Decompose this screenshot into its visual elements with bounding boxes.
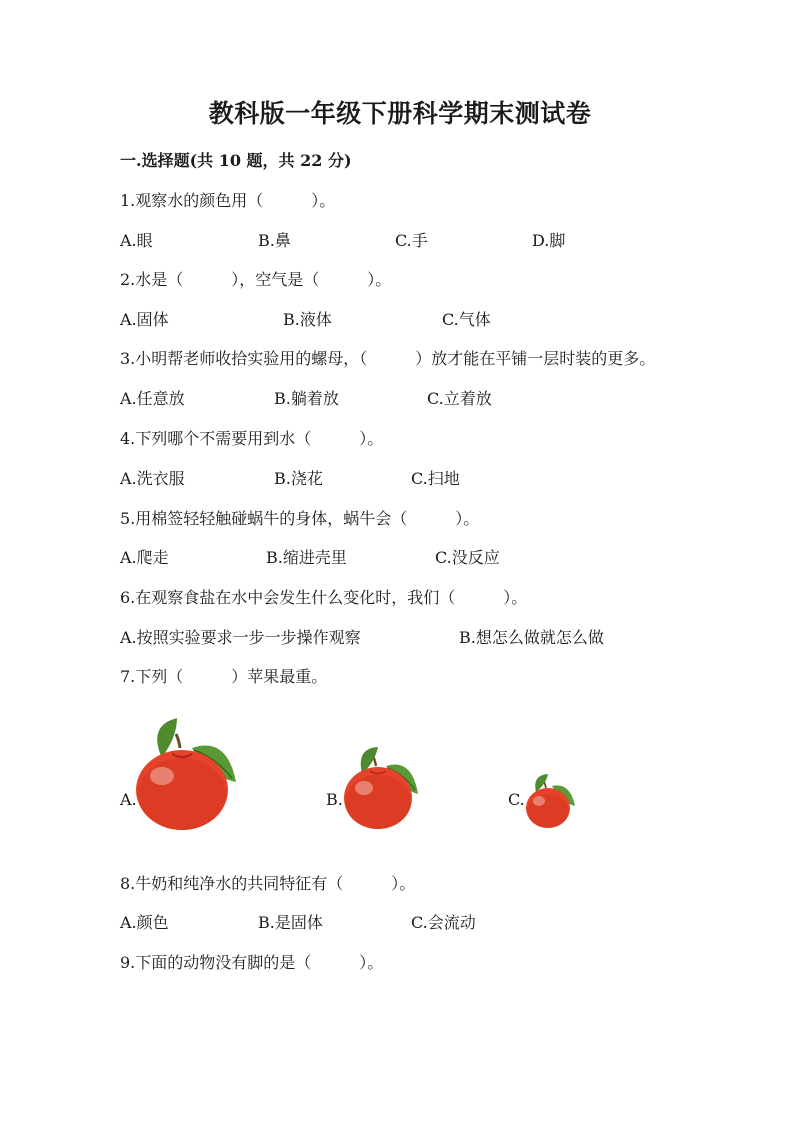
section-heading: 一.选择题(共 10 题，共 22 分): [120, 151, 352, 170]
q3-option-b[interactable]: B.躺着放: [274, 389, 339, 408]
large-apple-image: [132, 718, 242, 833]
q2-option-c[interactable]: C.气体: [442, 310, 491, 329]
question-8: 8.牛奶和纯净水的共同特征有（ ）。: [120, 874, 416, 893]
question-2: 2.水是（ ），空气是（ ）。: [120, 270, 392, 289]
q4-option-a[interactable]: A.洗衣服: [120, 469, 185, 488]
q3-option-a[interactable]: A.任意放: [120, 389, 185, 408]
question-1: 1.观察水的颜色用（ ）。: [120, 191, 336, 210]
q6-option-a[interactable]: A.按照实验要求一步一步操作观察: [120, 628, 361, 647]
q3-option-c[interactable]: C.立着放: [427, 389, 492, 408]
q5-option-c[interactable]: C.没反应: [435, 548, 500, 567]
q2-option-b[interactable]: B.液体: [283, 310, 332, 329]
question-9: 9.下面的动物没有脚的是（ ）。: [120, 953, 384, 972]
question-4: 4.下列哪个不需要用到水（ ）。: [120, 429, 384, 448]
medium-apple-image: [340, 744, 424, 832]
q2-option-a[interactable]: A.固体: [120, 310, 169, 329]
q7-option-b[interactable]: B.: [326, 790, 343, 809]
page-title: 教科版一年级下册科学期末测试卷: [208, 99, 592, 128]
q7-option-c[interactable]: C.: [508, 790, 525, 809]
q1-option-d[interactable]: D.脚: [532, 231, 566, 250]
question-6: 6.在观察食盐在水中会发生什么变化时，我们（ ）。: [120, 588, 528, 607]
q8-option-b[interactable]: B.是固体: [258, 913, 323, 932]
q6-option-b[interactable]: B.想怎么做就怎么做: [459, 628, 604, 647]
small-apple-image: [522, 772, 578, 830]
q4-option-c[interactable]: C.扫地: [411, 469, 460, 488]
question-7: 7.下列（ ）苹果最重。: [120, 667, 328, 686]
q1-option-a[interactable]: A.眼: [120, 231, 153, 250]
question-5: 5.用棉签轻轻触碰蜗牛的身体，蜗牛会（ ）。: [120, 509, 480, 528]
q1-option-b[interactable]: B.鼻: [258, 231, 291, 250]
q1-option-c[interactable]: C.手: [395, 231, 428, 250]
question-3: 3.小明帮老师收拾实验用的螺母，（ ）放才能在平铺一层时装的更多。: [120, 349, 656, 368]
q5-option-a[interactable]: A.爬走: [120, 548, 169, 567]
q4-option-b[interactable]: B.浇花: [274, 469, 323, 488]
q8-option-c[interactable]: C.会流动: [411, 913, 476, 932]
q8-option-a[interactable]: A.颜色: [120, 913, 169, 932]
q5-option-b[interactable]: B.缩进壳里: [266, 548, 347, 567]
q7-option-a[interactable]: A.: [120, 790, 137, 809]
